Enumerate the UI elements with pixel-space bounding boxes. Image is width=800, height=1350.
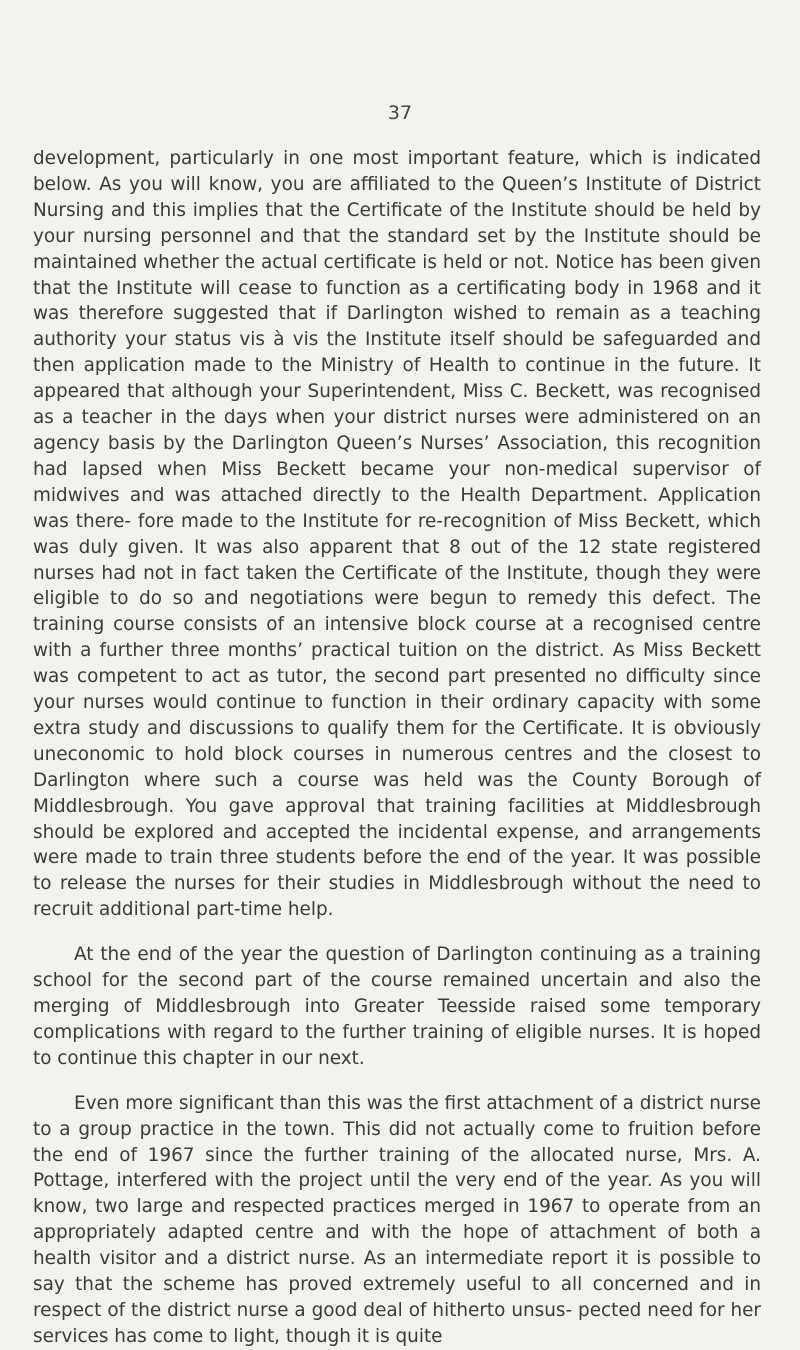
paragraph-continued: development, particularly in one most important feature, which is indicated below. As you will know, you are affiliated to the Queen’s Institute of District Nursing and this implies that the Certificate of the Institute should be held by your nursing personnel and that the standard set by the Institute should be maintained whether the actual certificate is held or not. Notice has been given that the Institute will cease to function as a certificating body in 1968 and it was therefore suggested that if Darlington wished to remain as a teaching authority your status vis à vis the Institute itself should be safeguarded and then application made to the Ministry of Health to continue in the future. It appeared that although your Superintendent, Miss C. Beckett, was recognised as a teacher in the days when your district nurses were administered on an agency basis by the Darlington Queen’s Nurses’ Association, this recognition had lapsed when Miss Beckett became your non-medical supervisor of midwives and was attached directly to the Health Department. Application was there- fore made to the Institute for re-recognition of Miss Beckett, which was duly given. It was also apparent that 8 out of the 12 state registered nurses had not in fact taken the Certificate of the Institute, though they were eligible to do so and negotiations were begun to remedy this defect. The training course consists of an intensive block course at a recognised centre with a further three months’ practical tuition on the district. As Miss Beckett was competent to act as tutor, the second part presented no difficulty since your nurses would continue to function in their ordinary capacity with some extra study and discussions to qualify them for the Certificate. It is obviously uneconomic to hold block courses in numerous centres and the closest to Darlington where such a course was held was the County Borough of Middlesbrough. You gave approval that training facilities at Middlesbrough should be explored and accepted the incidental expense, and arrangements were made to train three students before the end of the year. It was possible to release the nurses for their studies in Middlesbrough without the need to recruit additional part-time help. xyxy=(33,148,761,921)
paragraph-group-practice: Even more significant than this was the first attachment of a district nurse to a group practice in the town. This did not actually come to fruition before the end of 1967 since the further training of the allocated nurse, Mrs. A. Pottage, interfered with the project until the very end of the year. As you will know, two large and respected practices merged in 1967 to operate from an appropriately adapted centre and with the hope of attachment of both a health visitor and a district nurse. As an intermediate report it is possible to say that the scheme has proved extremely useful to all concerned and in respect of the district nurse a good deal of hitherto unsus- pected need for her services has come to light, though it is quite xyxy=(33,1092,761,1347)
paragraph-training-school: At the end of the year the question of Darlington continuing as a training school for the second part of the course remained uncertain and also the merging of Middlesbrough into Greater Teesside raised some temporary complications with regard to the further training of eligible nurses. It is hoped to continue this chapter in our next. xyxy=(33,944,761,1069)
page-number: 37 xyxy=(387,102,413,124)
document-body xyxy=(33,146,761,1350)
